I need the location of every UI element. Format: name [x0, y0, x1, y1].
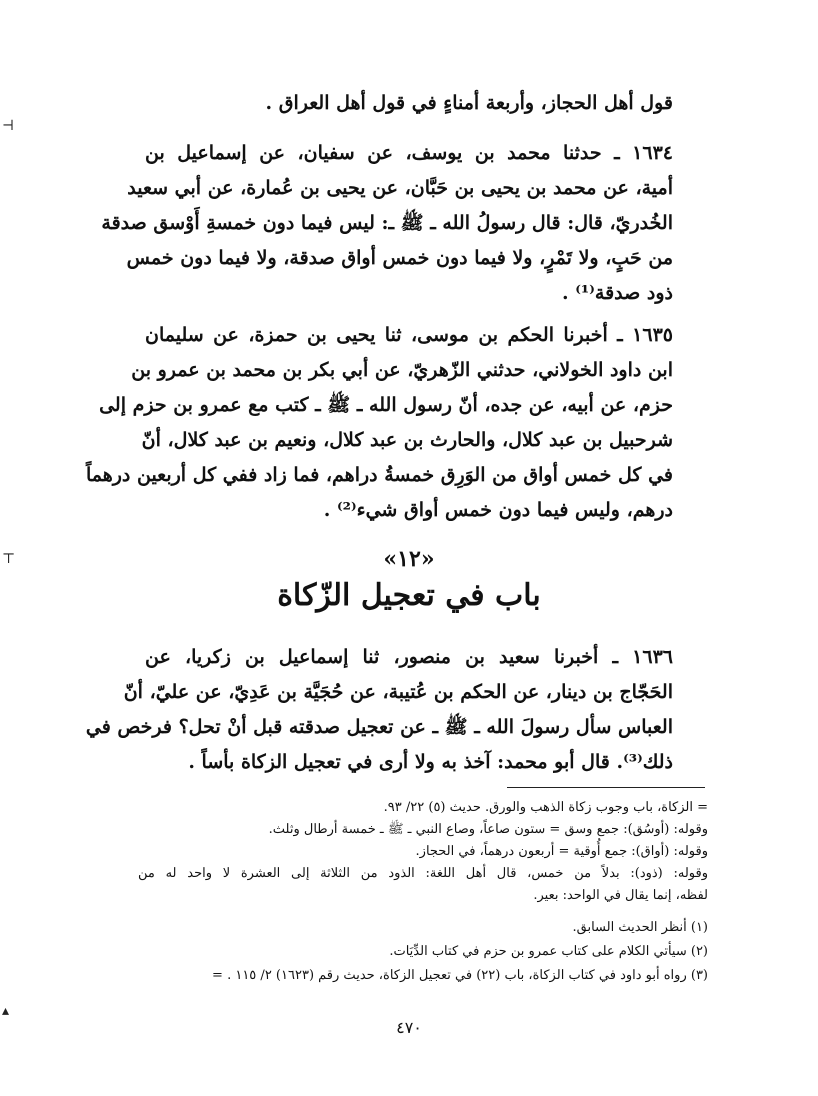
hadith-1635-line: ١٦٣٥ ـ أخبرنا الحكم بن موسى، ثنا يحيى بن حمزة، عن سليمان	[145, 324, 673, 346]
chapter-number: «١٢»	[383, 546, 435, 572]
scan-mark-icon: ⊣	[2, 118, 15, 134]
text-line: أمية، عن محمد بن يحيى بن حَبَّان، عن يحيى بن عُمارة، عن أبي سعيد	[127, 177, 673, 199]
scan-mark-icon: ▴	[2, 1003, 10, 1019]
footnote-divider	[507, 787, 705, 788]
text-line: ذود صدقة⁽¹⁾ .	[562, 282, 673, 304]
text-line: قول أهل الحجاز، وأربعة أمناءٍ في قول أهل العراق .	[265, 92, 673, 114]
footnote-line: وقوله: (أوسُق): جمع وسق = ستون صاعاً، وصاع النبي ـ ﷺ ـ خمسة أرطال وثلث.	[268, 822, 708, 837]
chapter-title: باب في تعجيل الزّكاة	[277, 578, 541, 613]
text-line: شرحبيل بن عبد كلال، والحارث بن عبد كلال، ونعيم بن عبد كلال، أنّ	[141, 429, 673, 451]
text-line: الخُدريّ، قال: قال رسولُ الله ـ ﷺ ـ: ليس فيما دون خمسةِ أَوْسق صدقة	[101, 212, 673, 234]
page-number: ٤٧٠	[396, 1018, 422, 1037]
text-line: ابن داود الخولاني، حدثني الزّهريّ، عن أبي بكر بن محمد بن عمرو بن	[131, 359, 673, 381]
footnote-1: (١) أنظر الحديث السابق.	[572, 920, 708, 935]
footnote-line: لفظه، إنما يقال في الواحد: بعير.	[533, 888, 708, 903]
footnote-2: (٢) سيأتي الكلام على كتاب عمرو بن حزم في كتاب الدِّيَات.	[389, 944, 708, 959]
hadith-1636-line: ١٦٣٦ ـ أخبرنا سعيد بن منصور، ثنا إسماعيل بن زكريا، عن	[145, 646, 673, 668]
text-line: في كل خمس أواق من الوَرِق خمسةُ دراهم، فما زاد ففي كل أربعين درهماً	[85, 464, 673, 486]
text-line: ذلك⁽³⁾. قال أبو محمد: آخذ به ولا أرى في تعجيل الزكاة بأساً .	[188, 751, 673, 773]
footnote-line: وقوله: (ذود): بدلاً من خمس، قال أهل اللغة: الذود من الثلاثة إلى العشرة لا واحد له من	[138, 866, 708, 881]
text-line: الحَجّاج بن دينار، عن الحكم بن عُتيبة، عن حُجَيَّة بن عَدِيّ، عن عليّ، أنّ	[123, 681, 673, 703]
footnote-3: (٣) رواه أبو داود في كتاب الزكاة، باب (٢٢) في تعجيل الزكاة، حديث رقم (١٦٢٣) ٢/ ١١٥ . =	[212, 968, 708, 983]
text-line: من حَبٍ، ولا تَمْرٍ، ولا فيما دون خمس أواق صدقة، ولا فيما دون خمس	[126, 247, 673, 269]
scan-mark-icon: ⊤	[2, 551, 16, 567]
text-line: درهم، وليس فيما دون خمس أواق شيء⁽²⁾ .	[323, 499, 673, 521]
text-line: حزم، عن أبيه، عن جده، أنّ رسول الله ـ ﷺ ـ كتب مع عمرو بن حزم إلى	[99, 394, 673, 416]
hadith-1634-line: ١٦٣٤ ـ حدثنا محمد بن يوسف، عن سفيان، عن إسماعيل بن	[145, 142, 673, 164]
footnote-line: وقوله: (أواق): جمع أُوقية = أربعون درهماً، في الحجاز.	[415, 844, 708, 859]
text-line: العباس سأل رسولَ الله ـ ﷺ ـ عن تعجيل صدقته قبل أنْ تحل؟ فرخص في	[85, 716, 673, 738]
footnote-line: = الزكاة، باب وجوب زكاة الذهب والورق. حديث (٥) ٢٢/ ٩٣.	[383, 800, 708, 815]
